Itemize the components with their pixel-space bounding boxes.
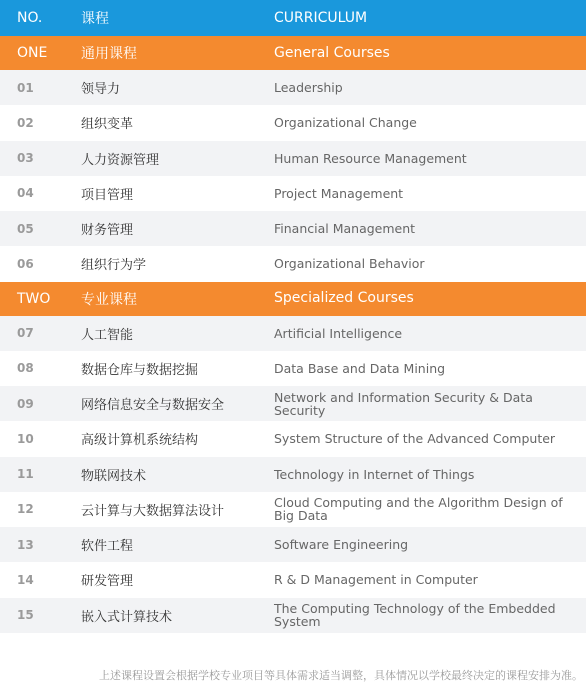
course-number: 07 (17, 326, 34, 341)
table-row (0, 562, 586, 597)
course-name-cn: 软件工程 (81, 539, 134, 555)
course-number: 14 (17, 572, 34, 587)
section-number: TWO (17, 290, 51, 307)
course-name-en: System Structure of the Advanced Computer (274, 431, 556, 447)
section-title-en: Specialized Courses (274, 290, 414, 306)
table-row (0, 70, 586, 105)
course-name-cn: 网络信息安全与数据安全 (81, 398, 225, 414)
course-name-cn: 数据仓库与数据挖掘 (81, 362, 199, 378)
table-row (0, 176, 586, 211)
course-number: 05 (17, 221, 34, 236)
course-name-en: Organizational Change (274, 115, 417, 131)
table-row (0, 246, 586, 281)
course-number: 06 (17, 256, 34, 271)
course-name-cn: 财务管理 (81, 223, 134, 239)
table-header (0, 0, 586, 36)
header-course-cn: 课程 (81, 11, 109, 27)
table-row (0, 386, 586, 421)
course-name-cn: 研发管理 (81, 574, 134, 590)
table-row (0, 351, 586, 386)
course-number: 10 (17, 431, 34, 446)
table-row (0, 492, 586, 527)
course-name-cn: 高级计算机系统结构 (81, 433, 199, 449)
course-name-cn: 物联网技术 (81, 468, 147, 484)
course-number: 12 (17, 502, 34, 517)
section-title-cn: 专业课程 (81, 291, 137, 308)
table-row (0, 211, 586, 246)
table-row (0, 598, 586, 633)
course-name-en: Organizational Behavior (274, 256, 425, 272)
course-number: 15 (17, 608, 34, 623)
course-name-cn: 项目管理 (81, 187, 134, 203)
footnote: 上述课程设置会根据学校专业项目等具体需求适当调整，具体情况以学校最终决定的课程安排为准。 (99, 669, 583, 682)
course-number: 08 (17, 361, 34, 376)
section-title-en: General Courses (274, 44, 390, 61)
course-name-en: Software Engineering (274, 537, 409, 553)
course-name-en: Technology in Internet of Things (274, 466, 475, 482)
course-number: 13 (17, 537, 34, 552)
table-body (0, 36, 586, 633)
course-name-en: Project Management (274, 185, 404, 201)
course-name-cn: 云计算与大数据算法设计 (81, 503, 225, 519)
header-curriculum: CURRICULUM (274, 9, 368, 26)
course-number: 11 (17, 467, 34, 482)
header-no: NO. (17, 10, 43, 26)
course-name-en: Financial Management (274, 221, 416, 237)
table-row (0, 105, 586, 140)
table-row (0, 457, 586, 492)
section-number: ONE (17, 45, 48, 61)
course-name-en: The Computing Technology of the Embedded System (274, 601, 556, 630)
course-name-en: Leadership (274, 80, 343, 96)
table-row (0, 141, 586, 176)
course-number: 04 (17, 186, 34, 201)
section-header (0, 36, 586, 70)
course-number: 02 (17, 115, 34, 130)
course-number: 09 (17, 396, 34, 411)
course-name-en: Artificial Intelligence (274, 325, 403, 341)
course-number: 03 (17, 151, 34, 166)
course-name-en: Network and Information Security & Data Security (274, 389, 533, 418)
course-name-cn: 嵌入式计算技术 (81, 609, 173, 625)
course-name-cn: 人力资源管理 (81, 152, 160, 168)
table-row (0, 316, 586, 351)
course-name-cn: 组织变革 (81, 117, 134, 133)
table-row (0, 527, 586, 562)
course-name-en: Data Base and Data Mining (274, 360, 446, 376)
course-name-en: R & D Management in Computer (274, 572, 478, 588)
course-name-en: Cloud Computing and the Algorithm Design of Big Data (274, 495, 563, 524)
course-name-cn: 组织行为学 (81, 258, 147, 274)
course-name-cn: 人工智能 (81, 327, 134, 343)
course-name-cn: 领导力 (81, 82, 121, 98)
course-number: 01 (17, 80, 34, 95)
section-header (0, 282, 586, 316)
section-title-cn: 通用课程 (81, 46, 137, 62)
table-row (0, 421, 586, 456)
course-name-en: Human Resource Management (274, 150, 467, 166)
